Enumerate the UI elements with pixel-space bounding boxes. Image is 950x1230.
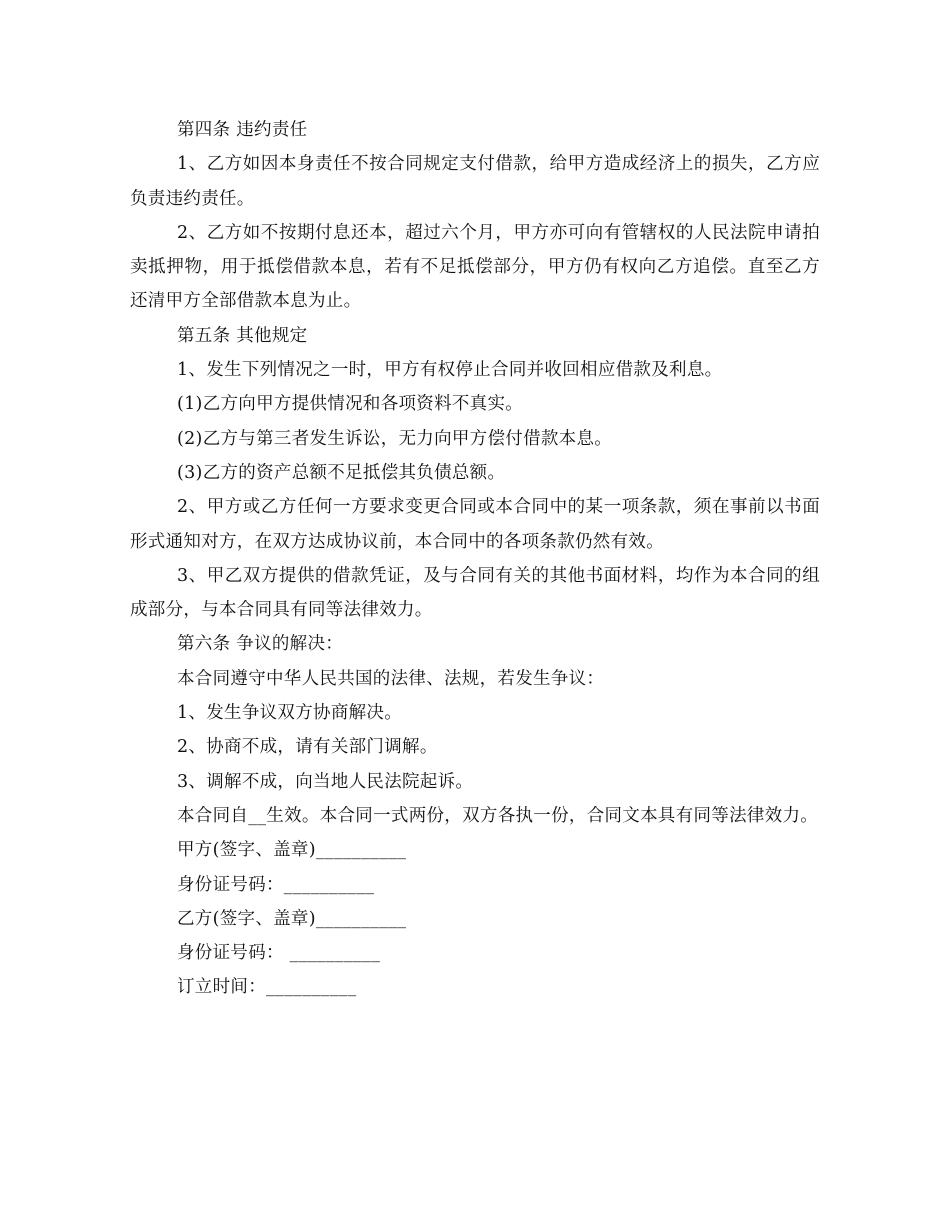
article-5-heading: 第五条 其他规定: [177, 325, 308, 346]
signing-date-line: 订立时间：__________: [177, 977, 357, 998]
article-4-clause-1: 1、乙方如因本身责任不按合同规定支付借款，给甲方造成经济上的损失，乙方应负责违约责任。: [130, 154, 820, 209]
article-5-clause-3: 3、甲乙双方提供的借款凭证，及与合同有关的其他书面材料，均作为本合同的组成部分，与本合同具有同等法律效力。: [130, 565, 820, 621]
article-5-item-2: (2)乙方与第三者发生诉讼，无力向甲方偿付借款本息。: [177, 428, 613, 449]
party-a-id-line: 身份证号码：__________: [177, 874, 375, 895]
article-6-clause-1: 1、发生争议双方协商解决。: [177, 703, 403, 724]
party-b-signature-line: 乙方(签字、盖章)__________: [177, 908, 407, 929]
party-a-signature-line: 甲方(签字、盖章)__________: [177, 840, 407, 861]
article-6-intro: 本合同遵守中华人民共国的法律、法规，若发生争议：: [177, 668, 605, 689]
article-5-clause-2: 2、甲方或乙方任何一方要求变更合同或本合同中的某一项条款，须在事前以书面形式通知对方，在双方达成协议前，本合同中的各项条款仍然有效。: [130, 497, 820, 552]
article-6-clause-2: 2、协商不成，请有关部门调解。: [177, 737, 438, 758]
party-b-id-line: 身份证号码： __________: [177, 943, 381, 964]
document-body: [130, 113, 820, 1005]
article-6-clause-3: 3、调解不成，向当地人民法院起诉。: [177, 771, 474, 792]
article-6-heading: 第六条 争议的解决：: [177, 634, 344, 655]
article-5-item-3: (3)乙方的资产总额不足抵偿其负债总额。: [177, 462, 506, 483]
effective-clause: 本合同自__生效。本合同一式两份，双方各执一份，合同文本具有同等法律效力。: [177, 805, 819, 826]
article-4-clause-2: 2、乙方如不按期付息还本，超过六个月，甲方亦可向有管辖权的人民法院申请拍卖抵押物，用于抵偿借款本息，若有不足抵偿部分，甲方仍有权向乙方追偿。直至乙方还清甲方全部借款本息为止。: [130, 222, 820, 312]
article-4-heading: 第四条 违约责任: [177, 120, 308, 140]
article-5-item-1: (1)乙方向甲方提供情况和各项资料不真实。: [177, 394, 524, 415]
article-5-clause-1: 1、发生下列情况之一时，甲方有权停止合同并收回相应借款及利息。: [177, 360, 723, 381]
